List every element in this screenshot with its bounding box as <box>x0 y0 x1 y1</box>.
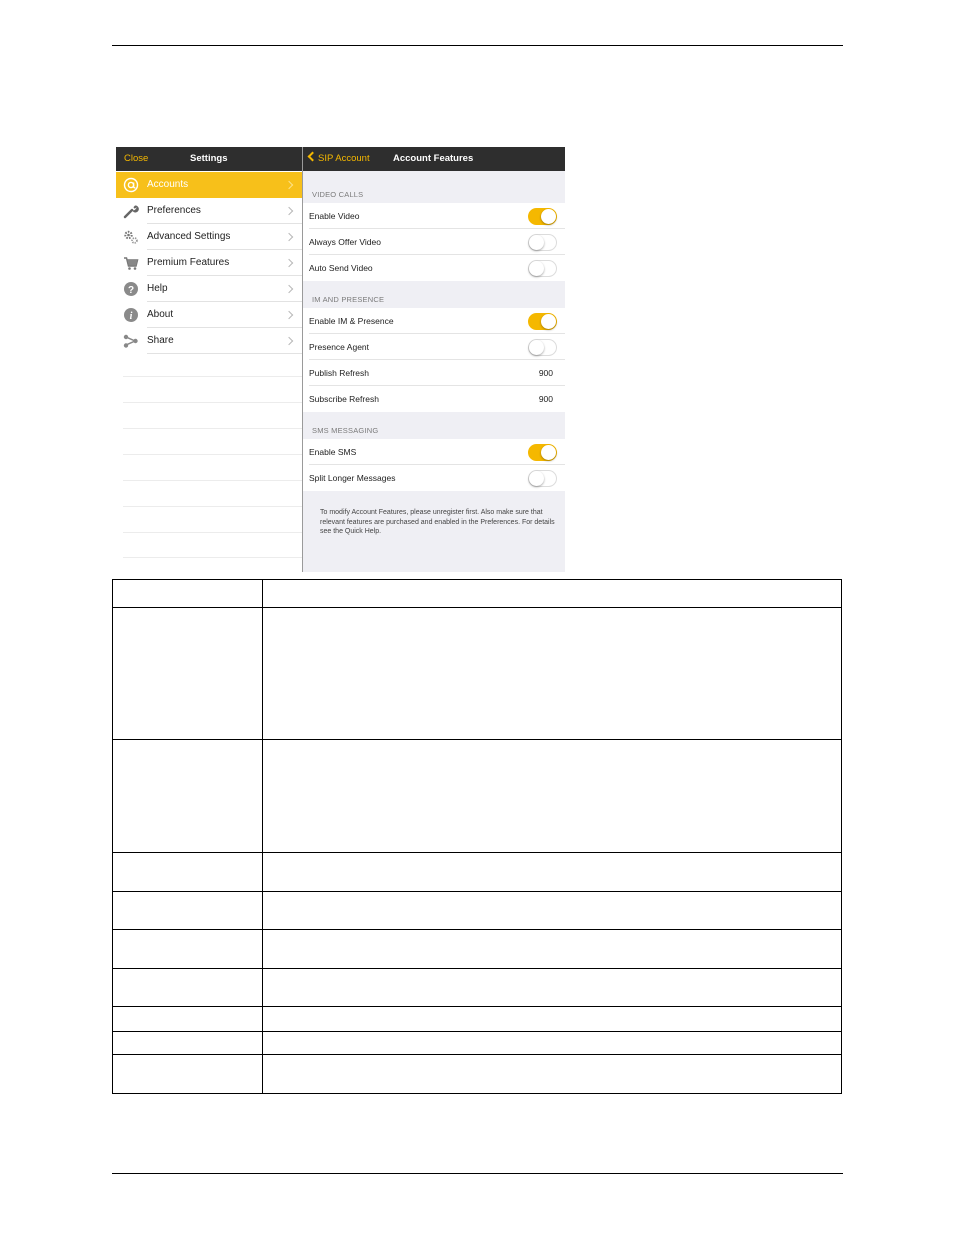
row-label: Enable Video <box>309 211 360 221</box>
publish-refresh-value: 900 <box>538 368 553 378</box>
settings-title: Settings <box>190 153 228 164</box>
svg-text:?: ? <box>127 284 135 296</box>
menu-item-advanced-settings[interactable] <box>116 224 302 250</box>
table-border <box>262 579 263 1094</box>
svg-text:i: i <box>129 311 133 322</box>
menu-label-premium-features: Premium Features <box>147 257 230 268</box>
settings-navbar <box>116 147 302 171</box>
back-button[interactable] <box>307 153 370 164</box>
table-border <box>112 1006 842 1007</box>
divider <box>123 506 302 507</box>
menu-label-about: About <box>147 309 174 320</box>
features-navbar <box>303 147 565 171</box>
section-header-im-presence: IM AND PRESENCE <box>312 295 385 304</box>
divider <box>123 428 302 429</box>
table-border <box>112 968 842 969</box>
enable-video-toggle[interactable] <box>528 208 557 225</box>
row-enable-sms <box>303 439 565 465</box>
enable-im-presence-toggle[interactable] <box>528 313 557 330</box>
table-border <box>112 607 842 608</box>
settings-panel <box>116 147 302 572</box>
row-label: Split Longer Messages <box>309 473 396 483</box>
chevron-right-icon <box>285 207 293 215</box>
row-label: Auto Send Video <box>309 263 373 273</box>
section-header-video-calls: VIDEO CALLS <box>312 190 364 199</box>
divider <box>123 532 302 533</box>
divider <box>123 402 302 403</box>
chevron-right-icon <box>285 233 293 241</box>
table-border <box>112 929 842 930</box>
footer-rule <box>112 1173 843 1174</box>
row-label: Presence Agent <box>309 342 370 352</box>
menu-label-preferences: Preferences <box>147 205 201 216</box>
table-border <box>112 891 842 892</box>
row-split-longer-messages <box>303 465 565 491</box>
row-enable-im-presence <box>303 308 565 334</box>
table-border <box>112 1054 842 1055</box>
row-subscribe-refresh[interactable] <box>303 386 565 412</box>
menu-item-help[interactable] <box>116 276 302 302</box>
table-border <box>112 852 842 853</box>
table-border <box>841 579 842 1094</box>
close-button[interactable]: Close <box>124 153 149 164</box>
row-label: Publish Refresh <box>309 368 370 378</box>
divider <box>123 454 302 455</box>
table-border <box>112 1093 842 1094</box>
at-icon <box>123 177 139 193</box>
menu-label-share: Share <box>147 335 174 346</box>
row-label: Subscribe Refresh <box>309 394 379 404</box>
menu-label-accounts: Accounts <box>147 179 189 190</box>
account-features-panel <box>303 147 565 572</box>
row-label: Enable SMS <box>309 447 357 457</box>
subscribe-refresh-value: 900 <box>538 394 553 404</box>
row-enable-video <box>303 203 565 229</box>
row-publish-refresh[interactable] <box>303 360 565 386</box>
chevron-right-icon <box>285 311 293 319</box>
header-rule <box>112 45 843 46</box>
row-label: Always Offer Video <box>309 237 381 247</box>
menu-label-help: Help <box>147 283 168 294</box>
row-always-offer-video <box>303 229 565 255</box>
split-longer-messages-toggle[interactable] <box>528 470 557 487</box>
info-icon <box>123 307 139 323</box>
always-offer-video-toggle[interactable] <box>528 234 557 251</box>
share-icon <box>123 333 139 349</box>
divider <box>123 376 302 377</box>
table-border <box>112 739 842 740</box>
chevron-left-icon <box>308 152 318 162</box>
table-border <box>112 579 842 580</box>
menu-item-accounts[interactable] <box>116 172 302 198</box>
footer-note: To modify Account Features, please unregister first. Also make sure that relevant features are purchased and enabled in the Preferences. For details see the Quick Help. <box>320 509 555 535</box>
row-auto-send-video <box>303 255 565 281</box>
table-border <box>112 1031 842 1032</box>
chevron-right-icon <box>285 181 293 189</box>
table-border <box>112 579 113 1094</box>
row-presence-agent <box>303 334 565 360</box>
app-screenshot <box>116 147 565 572</box>
menu-item-share[interactable] <box>116 328 302 354</box>
divider <box>123 480 302 481</box>
question-icon <box>123 281 139 297</box>
menu-item-about[interactable] <box>116 302 302 328</box>
chevron-right-icon <box>285 337 293 345</box>
menu-item-preferences[interactable] <box>116 198 302 224</box>
presence-agent-toggle[interactable] <box>528 339 557 356</box>
chevron-right-icon <box>285 259 293 267</box>
wrench-icon <box>123 203 139 219</box>
features-title: Account Features <box>393 153 474 164</box>
gears-icon <box>123 229 139 245</box>
menu-item-premium-features[interactable] <box>116 250 302 276</box>
cart-icon <box>123 255 139 271</box>
chevron-right-icon <box>285 285 293 293</box>
back-label: SIP Account <box>318 153 370 164</box>
section-header-sms: SMS MESSAGING <box>312 426 379 435</box>
menu-label-advanced-settings: Advanced Settings <box>147 231 231 242</box>
auto-send-video-toggle[interactable] <box>528 260 557 277</box>
divider <box>123 557 302 558</box>
row-label: Enable IM & Presence <box>309 316 394 326</box>
enable-sms-toggle[interactable] <box>528 444 557 461</box>
